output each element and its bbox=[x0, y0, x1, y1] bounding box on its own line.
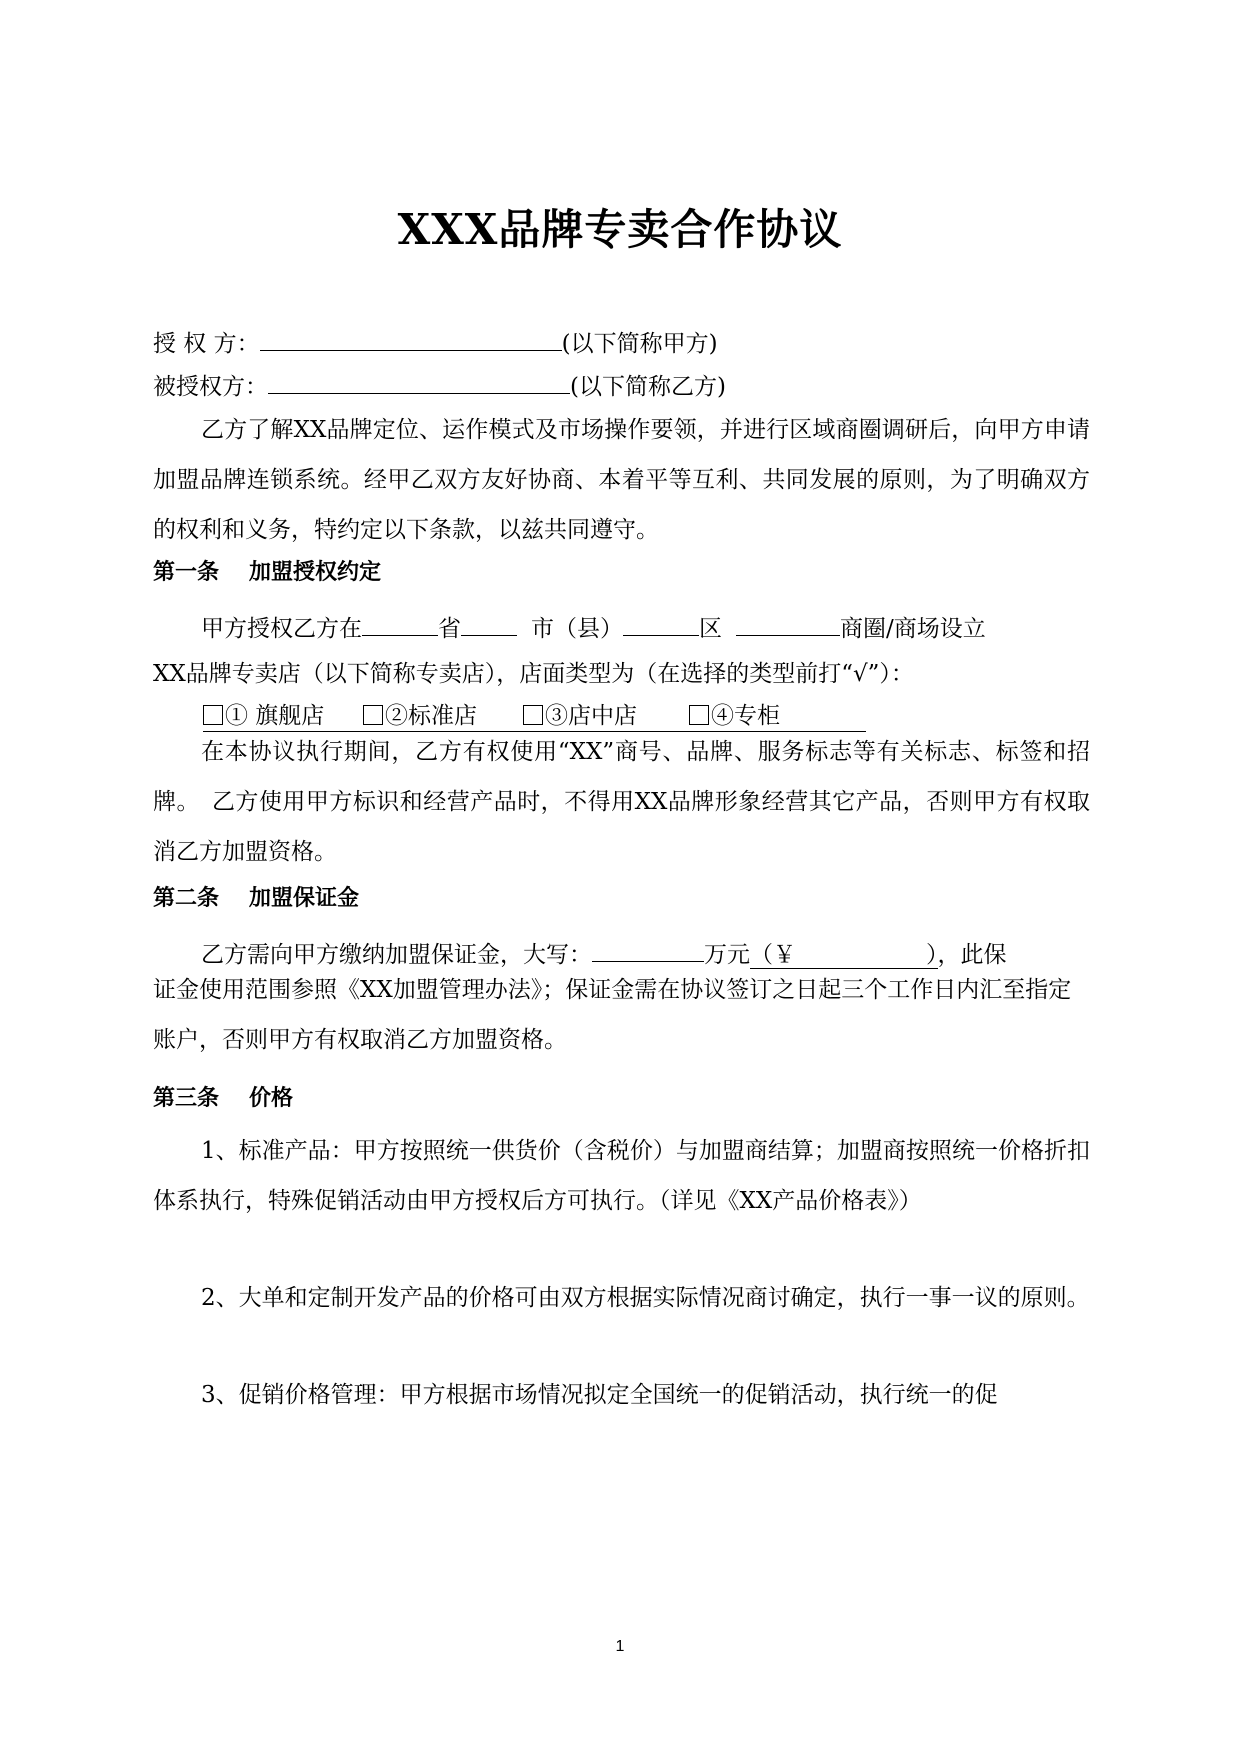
party-a-label: 授 权 方： bbox=[153, 331, 260, 357]
business-district-blank[interactable] bbox=[736, 613, 840, 636]
deposit-paragraph-rest: 证金使用范围参照《XX加盟管理办法》；保证金需在协议签订之日起三个工作日内汇至指定账户，否则甲方有权取消乙方加盟资格。 bbox=[153, 977, 1072, 1053]
location-text-district: 区 bbox=[699, 616, 722, 642]
article-1-name: 加盟授权约定 bbox=[249, 560, 382, 585]
article-2-name: 加盟保证金 bbox=[249, 886, 360, 911]
option-standard-label: ②标准店 bbox=[385, 703, 477, 729]
deposit-amount-words-blank[interactable] bbox=[592, 939, 704, 962]
article-1-location-line bbox=[201, 613, 1090, 644]
yuan-symbol: （￥ bbox=[750, 942, 796, 968]
document-title: XXX品牌专卖合作协议 bbox=[397, 205, 843, 254]
deposit-text-e: ，此保 bbox=[937, 942, 1007, 968]
article-1-number: 第一条 bbox=[153, 560, 220, 585]
location-text-city: 市（县） bbox=[531, 616, 623, 642]
location-text-province: 省 bbox=[438, 616, 461, 642]
article-2-number: 第二条 bbox=[153, 886, 220, 911]
price-item-2: 2、大单和定制开发产品的价格可由双方根据实际情况商讨确定，执行一事一议的原则。 bbox=[201, 1285, 1090, 1311]
article-1-heading bbox=[153, 558, 381, 588]
article-3-number: 第三条 bbox=[153, 1086, 220, 1111]
party-b-blank[interactable] bbox=[268, 371, 570, 394]
district-blank[interactable] bbox=[623, 613, 699, 636]
checkbox-icon[interactable] bbox=[363, 705, 383, 725]
article-3-name: 价格 bbox=[249, 1086, 294, 1111]
price-item-1: 1、标准产品：甲方按照统一供货价（含税价）与加盟商结算；加盟商按照统一价格折扣体系执行，特殊促销活动由甲方授权后方可执行。（详见《XX产品价格表》） bbox=[153, 1138, 1090, 1214]
store-type-line: XX品牌专卖店（以下简称专卖店），店面类型为（在选择的类型前打“√”）： bbox=[153, 661, 914, 687]
city-blank[interactable] bbox=[461, 613, 517, 636]
checkbox-icon[interactable] bbox=[523, 705, 543, 725]
article-2-heading bbox=[153, 884, 359, 914]
deposit-text-a: 乙方需向甲方缴纳加盟保证金，大写： bbox=[201, 942, 592, 968]
intro-paragraph: 乙方了解XX品牌定位、运作模式及市场操作要领，并进行区域商圈调研后，向甲方申请加盟品牌连锁系统。经甲乙双方友好协商、本着平等互利、共同发展的原则，为了明确双方的权利和义务，特约定以下条款，以兹共同遵守。 bbox=[153, 417, 1090, 543]
option-flagship-label: ① 旗舰店 bbox=[225, 703, 325, 729]
province-blank[interactable] bbox=[362, 613, 438, 636]
party-a-suffix: (以下简称甲方) bbox=[561, 331, 718, 357]
option-counter-label: ④专柜 bbox=[711, 703, 780, 729]
article-3-heading bbox=[153, 1084, 293, 1114]
checkbox-icon[interactable] bbox=[689, 705, 709, 725]
price-item-3: 3、促销价格管理：甲方根据市场情况拟定全国统一的促销活动，执行统一的促 bbox=[201, 1382, 998, 1408]
article-1-paragraph-2: 在本协议执行期间，乙方有权使用“XX”商号、品牌、服务标志等有关标志、标签和招牌。 乙方使用甲方标识和经营产品时，不得用XX品牌形象经营其它产品，否则甲方有权取消乙方加盟资格。 bbox=[153, 739, 1090, 865]
party-b-suffix: (以下简称乙方) bbox=[570, 374, 726, 400]
deposit-unit: 万元 bbox=[704, 942, 750, 968]
party-a-blank[interactable] bbox=[260, 328, 562, 351]
party-b-line bbox=[153, 371, 1090, 402]
checkbox-icon[interactable] bbox=[203, 705, 223, 725]
page-number: 1 bbox=[615, 1638, 625, 1655]
location-text-mall: 商圈/商场设立 bbox=[840, 616, 986, 642]
option-shop-in-shop-label: ③店中店 bbox=[545, 703, 637, 729]
party-b-label: 被授权方： bbox=[153, 374, 268, 400]
location-text-a: 甲方授权乙方在 bbox=[201, 616, 362, 642]
party-a-line bbox=[153, 328, 1090, 359]
deposit-close-paren: ） bbox=[926, 942, 938, 968]
